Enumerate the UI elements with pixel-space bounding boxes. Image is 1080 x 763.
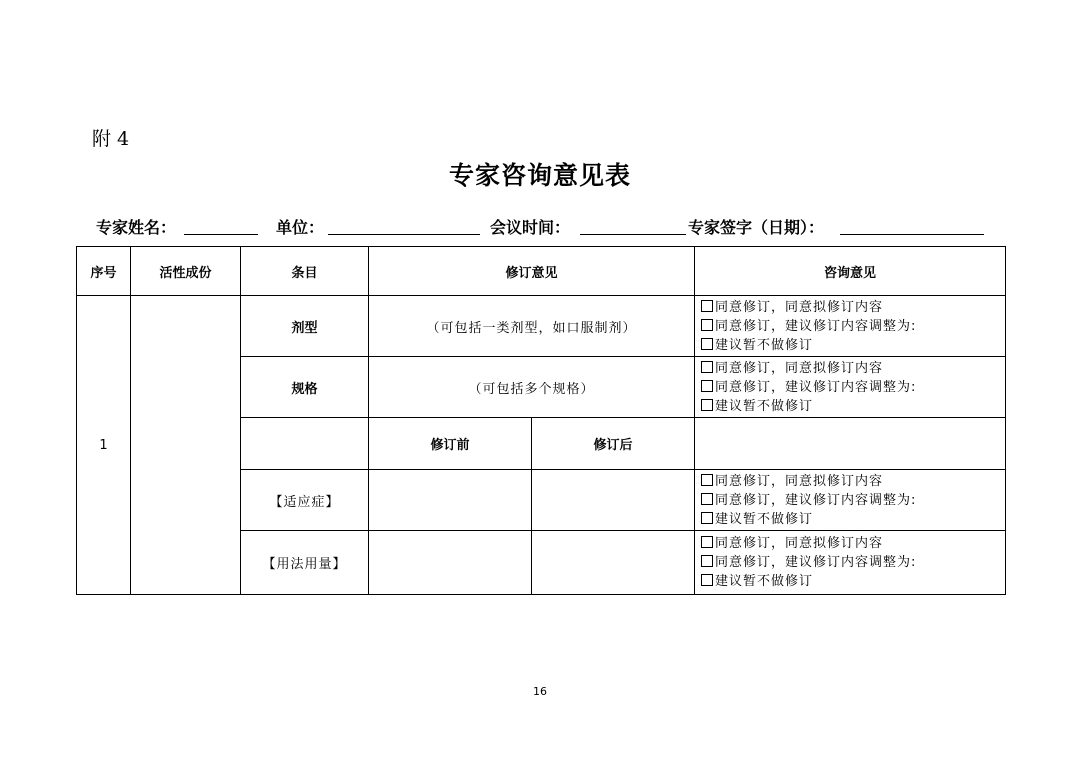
checkbox[interactable] <box>701 574 713 586</box>
indications-options <box>695 470 1006 531</box>
unit-label: 单位： <box>276 218 325 237</box>
expert-name-field[interactable] <box>184 234 258 235</box>
usage-dosage-label: 【用法用量】 <box>241 531 369 595</box>
specification-options <box>695 357 1006 418</box>
option-label: 同意修订，建议修订内容调整为: <box>715 555 917 570</box>
after-label: 修订后 <box>532 418 695 470</box>
checkbox[interactable] <box>701 536 713 548</box>
dosage-form-hint[interactable]: （可包括一类剂型，如口服制剂） <box>369 296 695 357</box>
checkbox[interactable] <box>701 399 713 411</box>
option-agree-adjust[interactable] <box>701 553 1005 572</box>
checkbox[interactable] <box>701 319 713 331</box>
checkbox[interactable] <box>701 512 713 524</box>
option-agree-adjust[interactable] <box>701 491 1005 510</box>
expert-name-label: 专家姓名： <box>96 218 177 237</box>
header-item: 条目 <box>241 247 369 296</box>
option-agree-adjust[interactable] <box>701 317 1005 336</box>
meeting-time-field[interactable] <box>580 234 686 235</box>
consultation-table <box>76 246 1006 595</box>
option-label: 建议暂不做修订 <box>715 337 814 353</box>
checkbox[interactable] <box>701 361 713 373</box>
dosage-form-options <box>695 296 1006 357</box>
checkbox[interactable] <box>701 555 713 567</box>
usage-dosage-after-cell[interactable] <box>532 531 695 595</box>
checkbox[interactable] <box>701 493 713 505</box>
specification-label: 规格 <box>241 357 369 418</box>
checkbox[interactable] <box>701 380 713 392</box>
indications-label: 【适应症】 <box>241 470 369 531</box>
checkbox[interactable] <box>701 338 713 350</box>
usage-dosage-before-cell[interactable] <box>369 531 532 595</box>
option-label: 同意修订，建议修订内容调整为: <box>715 492 917 508</box>
before-label: 修订前 <box>369 418 532 470</box>
option-label: 建议暂不做修订 <box>715 511 814 527</box>
option-agree-adjust[interactable] <box>701 378 1005 397</box>
option-suggest-no-revision[interactable] <box>701 510 1005 529</box>
option-label: 建议暂不做修订 <box>715 398 814 414</box>
option-label: 同意修订，同意拟修订内容 <box>715 536 884 551</box>
active-ingredient-cell[interactable] <box>131 296 241 595</box>
option-label: 同意修订，建议修订内容调整为: <box>715 318 917 334</box>
option-label: 同意修订，同意拟修订内容 <box>715 360 884 376</box>
indications-before-cell[interactable] <box>369 470 532 531</box>
specification-hint[interactable]: （可包括多个规格） <box>369 357 695 418</box>
checkbox[interactable] <box>701 300 713 312</box>
option-agree-plan[interactable] <box>701 359 1005 378</box>
header-row <box>77 247 1006 296</box>
option-label: 同意修订，建议修订内容调整为: <box>715 379 917 395</box>
page-title: 专家咨询意见表 <box>448 161 631 190</box>
before-after-consult-cell <box>695 418 1006 470</box>
meeting-time-label: 会议时间： <box>490 218 571 237</box>
attachment-label: 附 4 <box>92 128 130 150</box>
option-suggest-no-revision[interactable] <box>701 397 1005 416</box>
option-agree-plan[interactable] <box>701 472 1005 491</box>
option-agree-plan[interactable] <box>701 534 1005 553</box>
option-label: 同意修订，同意拟修订内容 <box>715 473 884 489</box>
row-dosage-form <box>77 296 1006 357</box>
unit-field[interactable] <box>328 234 480 235</box>
option-suggest-no-revision[interactable] <box>701 336 1005 355</box>
option-label: 同意修订，同意拟修订内容 <box>715 299 884 315</box>
info-line <box>96 213 996 239</box>
signature-label: 专家签字（日期）： <box>688 218 825 237</box>
indications-after-cell[interactable] <box>532 470 695 531</box>
usage-dosage-options <box>695 531 1006 595</box>
header-active-ingredient: 活性成份 <box>131 247 241 296</box>
option-label: 建议暂不做修订 <box>715 574 814 589</box>
header-seq: 序号 <box>77 247 131 296</box>
dosage-form-label: 剂型 <box>241 296 369 357</box>
option-suggest-no-revision[interactable] <box>701 572 1005 591</box>
option-agree-plan[interactable] <box>701 298 1005 317</box>
header-consult-opinion: 咨询意见 <box>695 247 1006 296</box>
checkbox[interactable] <box>701 474 713 486</box>
page-number: 16 <box>533 685 547 698</box>
header-revision-opinion: 修订意见 <box>369 247 695 296</box>
before-after-item-cell <box>241 418 369 470</box>
seq-cell: 1 <box>77 296 131 595</box>
signature-field[interactable] <box>840 234 984 235</box>
